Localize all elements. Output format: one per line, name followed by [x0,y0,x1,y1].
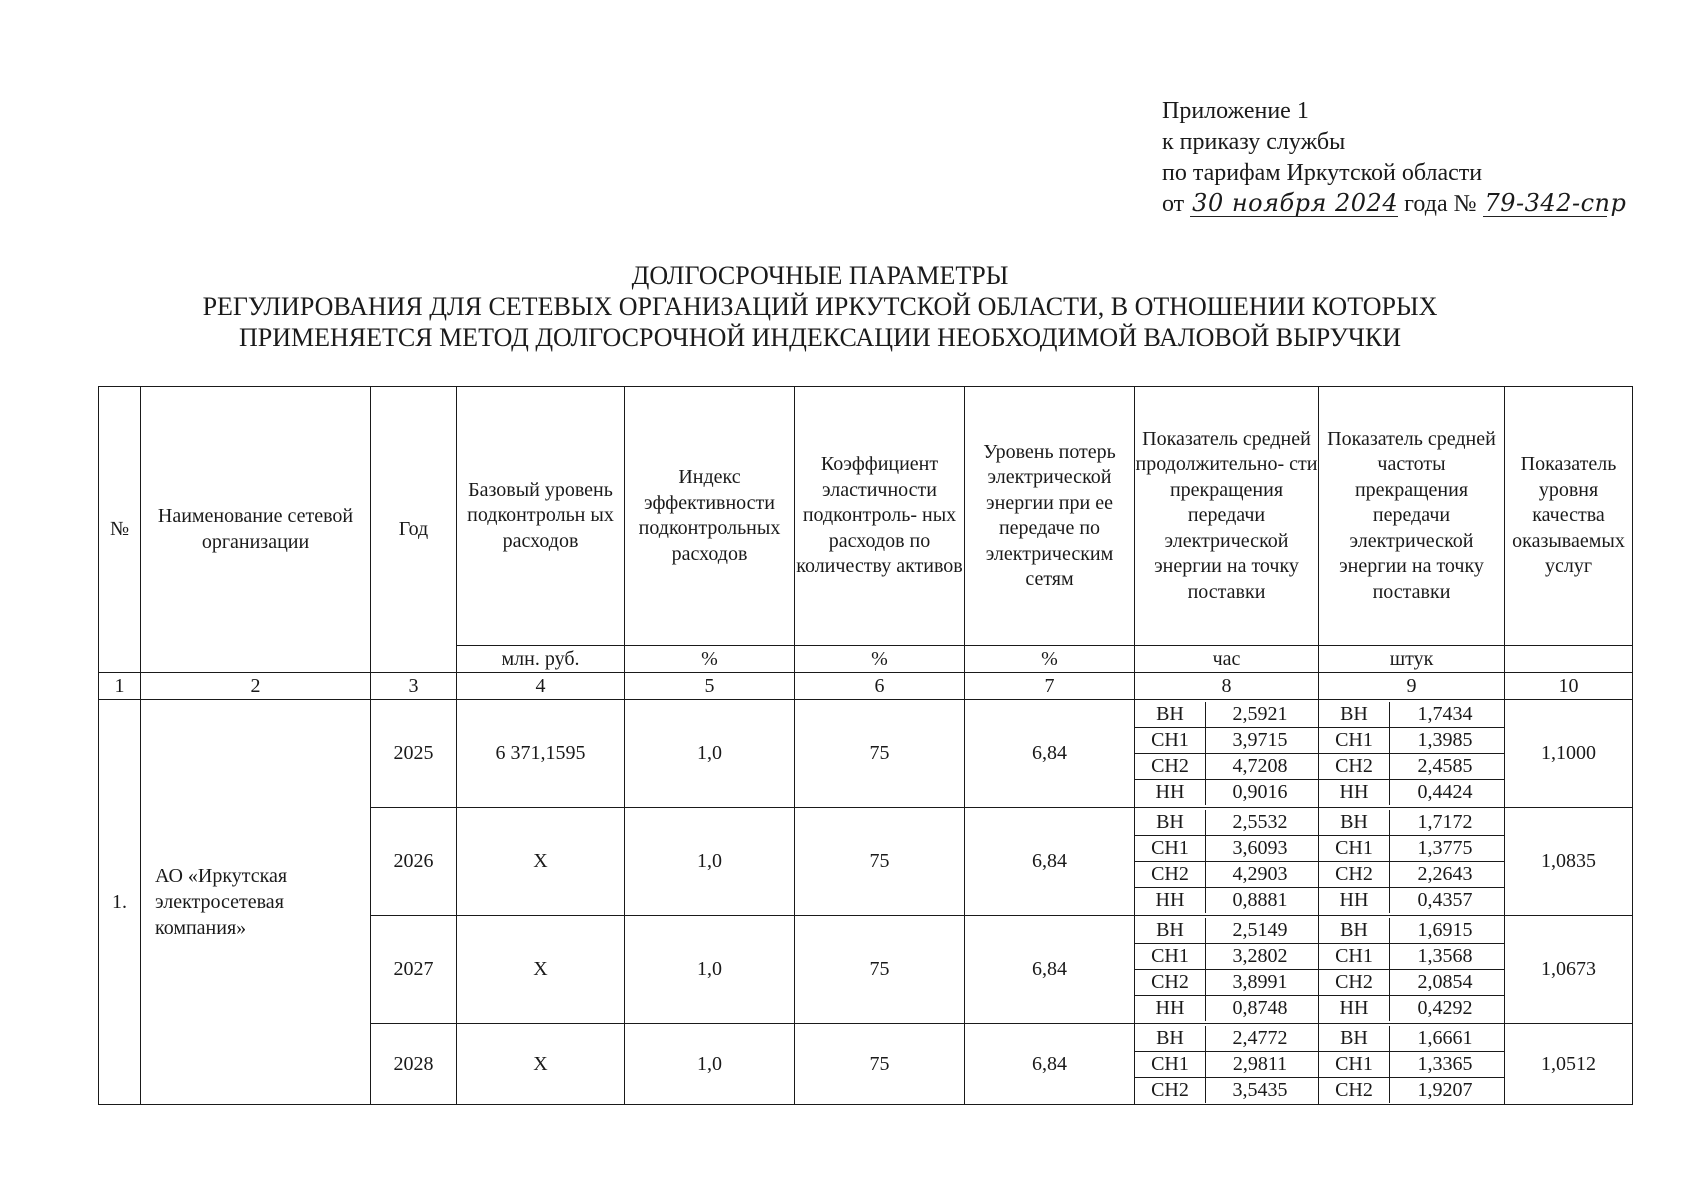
base-level-cell: 6 371,1595 [457,700,625,808]
voltage-level: СН2 [1135,970,1206,996]
year-cell: 2027 [371,916,457,1024]
handwritten-order-number: 79-342-спр [1484,189,1627,217]
approval-line-4 [1162,189,1627,220]
header-frequency: Показатель средней частоты прекращения передачи электрической энергии на точку поставки [1319,387,1505,646]
voltage-level: СН1 [1319,944,1390,970]
voltage-level: СН2 [1319,862,1390,888]
frequency-cell [1319,916,1505,1024]
year-word: года № [1404,191,1477,217]
frequency-value: 1,7434 [1390,702,1505,728]
frequency-cell [1319,808,1505,916]
frequency-value: 1,3775 [1390,836,1505,862]
voltage-level: СН1 [1319,728,1390,754]
duration-value: 2,9811 [1206,1051,1319,1077]
efficiency-cell: 1,0 [625,808,795,916]
duration-value: 3,6093 [1206,836,1319,862]
column-number: 4 [457,673,625,700]
header-org-name: Наименование сетевой организации [141,387,371,673]
frequency-value: 2,2643 [1390,862,1505,888]
column-number: 5 [625,673,795,700]
frequency-value: 1,7172 [1390,810,1505,836]
table-row [99,700,1633,808]
frequency-value: 1,9207 [1390,1077,1505,1103]
approval-line-3: по тарифам Иркутской области [1162,160,1483,186]
voltage-level: СН1 [1135,944,1206,970]
column-number: 9 [1319,673,1505,700]
column-number: 1 [99,673,141,700]
duration-subtable [1135,810,1318,913]
column-number: 6 [795,673,965,700]
frequency-value: 2,4585 [1390,754,1505,780]
frequency-value: 1,3568 [1390,944,1505,970]
duration-value: 4,7208 [1206,754,1319,780]
header-number: № [99,387,141,673]
voltage-level: СН1 [1135,836,1206,862]
duration-subtable [1135,702,1318,805]
losses-cell: 6,84 [965,916,1135,1024]
voltage-level: СН2 [1135,1077,1206,1103]
efficiency-cell: 1,0 [625,916,795,1024]
unit-base-level: млн. руб. [457,646,625,673]
losses-cell: 6,84 [965,808,1135,916]
duration-value: 3,9715 [1206,728,1319,754]
voltage-level: СН2 [1135,754,1206,780]
year-cell: 2026 [371,808,457,916]
duration-subtable [1135,1026,1318,1103]
title-line-3: ПРИМЕНЯЕТСЯ МЕТОД ДОЛГОСРОЧНОЙ ИНДЕКСАЦИИ НЕОБХОДИМОЙ ВАЛОВОЙ ВЫРУЧКИ [238,323,1402,352]
quality-cell: 1,1000 [1505,700,1633,808]
column-numbers-row [99,673,1633,700]
voltage-level: СН2 [1319,754,1390,780]
losses-cell: 6,84 [965,700,1135,808]
frequency-value: 1,3985 [1390,728,1505,754]
voltage-level: ВН [1135,1026,1206,1052]
frequency-value: 0,4424 [1390,780,1505,806]
voltage-level: СН1 [1135,728,1206,754]
voltage-level: СН2 [1319,970,1390,996]
voltage-level: ВН [1319,918,1390,944]
title-line-2: РЕГУЛИРОВАНИЯ ДЛЯ СЕТЕВЫХ ОРГАНИЗАЦИЙ ИРКУТСКОЙ ОБЛАСТИ, В ОТНОШЕНИИ КОТОРЫХ [202,292,1438,321]
frequency-subtable [1319,810,1504,913]
frequency-value: 1,6915 [1390,918,1505,944]
parameters-table [98,386,1633,1105]
frequency-subtable [1319,1026,1504,1103]
frequency-value: 0,4292 [1390,996,1505,1022]
org-number: 1. [99,700,141,1105]
frequency-subtable [1319,702,1504,805]
header-elasticity: Коэффициент эластичности подконтроль- ных расходов по количеству активов [795,387,965,646]
elasticity-cell: 75 [795,916,965,1024]
duration-value: 3,2802 [1206,944,1319,970]
header-quality: Показатель уровня качества оказываемых услуг [1505,387,1633,646]
duration-value: 4,2903 [1206,862,1319,888]
voltage-level: НН [1319,996,1390,1022]
voltage-level: НН [1319,888,1390,914]
org-name: АО «Иркутская электросетевая компания» [141,700,371,1105]
quality-cell: 1,0673 [1505,916,1633,1024]
frequency-cell [1319,1024,1505,1105]
from-prefix: от [1162,191,1185,217]
frequency-value: 1,3365 [1390,1051,1505,1077]
efficiency-cell: 1,0 [625,700,795,808]
handwritten-date: 30 ноября 2024 [1192,189,1399,217]
voltage-level: ВН [1319,702,1390,728]
approval-line-2: к приказу службы [1162,129,1346,155]
voltage-level: ВН [1135,918,1206,944]
voltage-level: ВН [1135,702,1206,728]
base-level-cell: Х [457,916,625,1024]
elasticity-cell: 75 [795,700,965,808]
year-cell: 2028 [371,1024,457,1105]
quality-cell: 1,0512 [1505,1024,1633,1105]
elasticity-cell: 75 [795,1024,965,1105]
title-line-1: ДОЛГОСРОЧНЫЕ ПАРАМЕТРЫ [631,261,1009,290]
year-cell: 2025 [371,700,457,808]
approval-line-1: Приложение 1 [1162,98,1309,124]
duration-value: 2,5921 [1206,702,1319,728]
duration-cell [1135,808,1319,916]
column-number: 10 [1505,673,1633,700]
voltage-level: ВН [1135,810,1206,836]
duration-cell [1135,700,1319,808]
voltage-level: ВН [1319,1026,1390,1052]
column-number: 7 [965,673,1135,700]
header-duration: Показатель средней продолжительно- сти прекращения передачи электрической энергии на точку поставки [1135,387,1319,646]
duration-value: 3,5435 [1206,1077,1319,1103]
efficiency-cell: 1,0 [625,1024,795,1105]
voltage-level: СН2 [1319,1077,1390,1103]
header-base-level: Базовый уровень подконтрольн ых расходов [457,387,625,646]
voltage-level: НН [1135,888,1206,914]
quality-cell: 1,0835 [1505,808,1633,916]
frequency-subtable [1319,918,1504,1021]
unit-efficiency: % [625,646,795,673]
duration-value: 2,5532 [1206,810,1319,836]
duration-value: 0,9016 [1206,780,1319,806]
approval-block [1162,96,1627,220]
losses-cell: 6,84 [965,1024,1135,1105]
voltage-level: НН [1135,780,1206,806]
voltage-level: ВН [1319,810,1390,836]
unit-duration: час [1135,646,1319,673]
base-level-cell: Х [457,808,625,916]
duration-cell [1135,916,1319,1024]
unit-frequency: штук [1319,646,1505,673]
frequency-value: 0,4357 [1390,888,1505,914]
frequency-value: 2,0854 [1390,970,1505,996]
duration-cell [1135,1024,1319,1105]
duration-value: 2,4772 [1206,1026,1319,1052]
unit-elasticity: % [795,646,965,673]
column-number: 8 [1135,673,1319,700]
unit-losses: % [965,646,1135,673]
duration-subtable [1135,918,1318,1021]
unit-quality [1505,646,1633,673]
header-row [99,387,1633,646]
frequency-cell [1319,700,1505,808]
voltage-level: НН [1135,996,1206,1022]
duration-value: 0,8748 [1206,996,1319,1022]
elasticity-cell: 75 [795,808,965,916]
header-losses: Уровень потерь электрической энергии при ее передаче по электрическим сетям [965,387,1135,646]
column-number: 2 [141,673,371,700]
duration-value: 0,8881 [1206,888,1319,914]
voltage-level: СН1 [1319,1051,1390,1077]
voltage-level: НН [1319,780,1390,806]
voltage-level: СН1 [1135,1051,1206,1077]
document-title [100,260,1540,353]
base-level-cell: Х [457,1024,625,1105]
frequency-value: 1,6661 [1390,1026,1505,1052]
voltage-level: СН1 [1319,836,1390,862]
voltage-level: СН2 [1135,862,1206,888]
duration-value: 3,8991 [1206,970,1319,996]
header-year: Год [371,387,457,673]
header-efficiency-index: Индекс эффективности подконтрольных расходов [625,387,795,646]
column-number: 3 [371,673,457,700]
duration-value: 2,5149 [1206,918,1319,944]
